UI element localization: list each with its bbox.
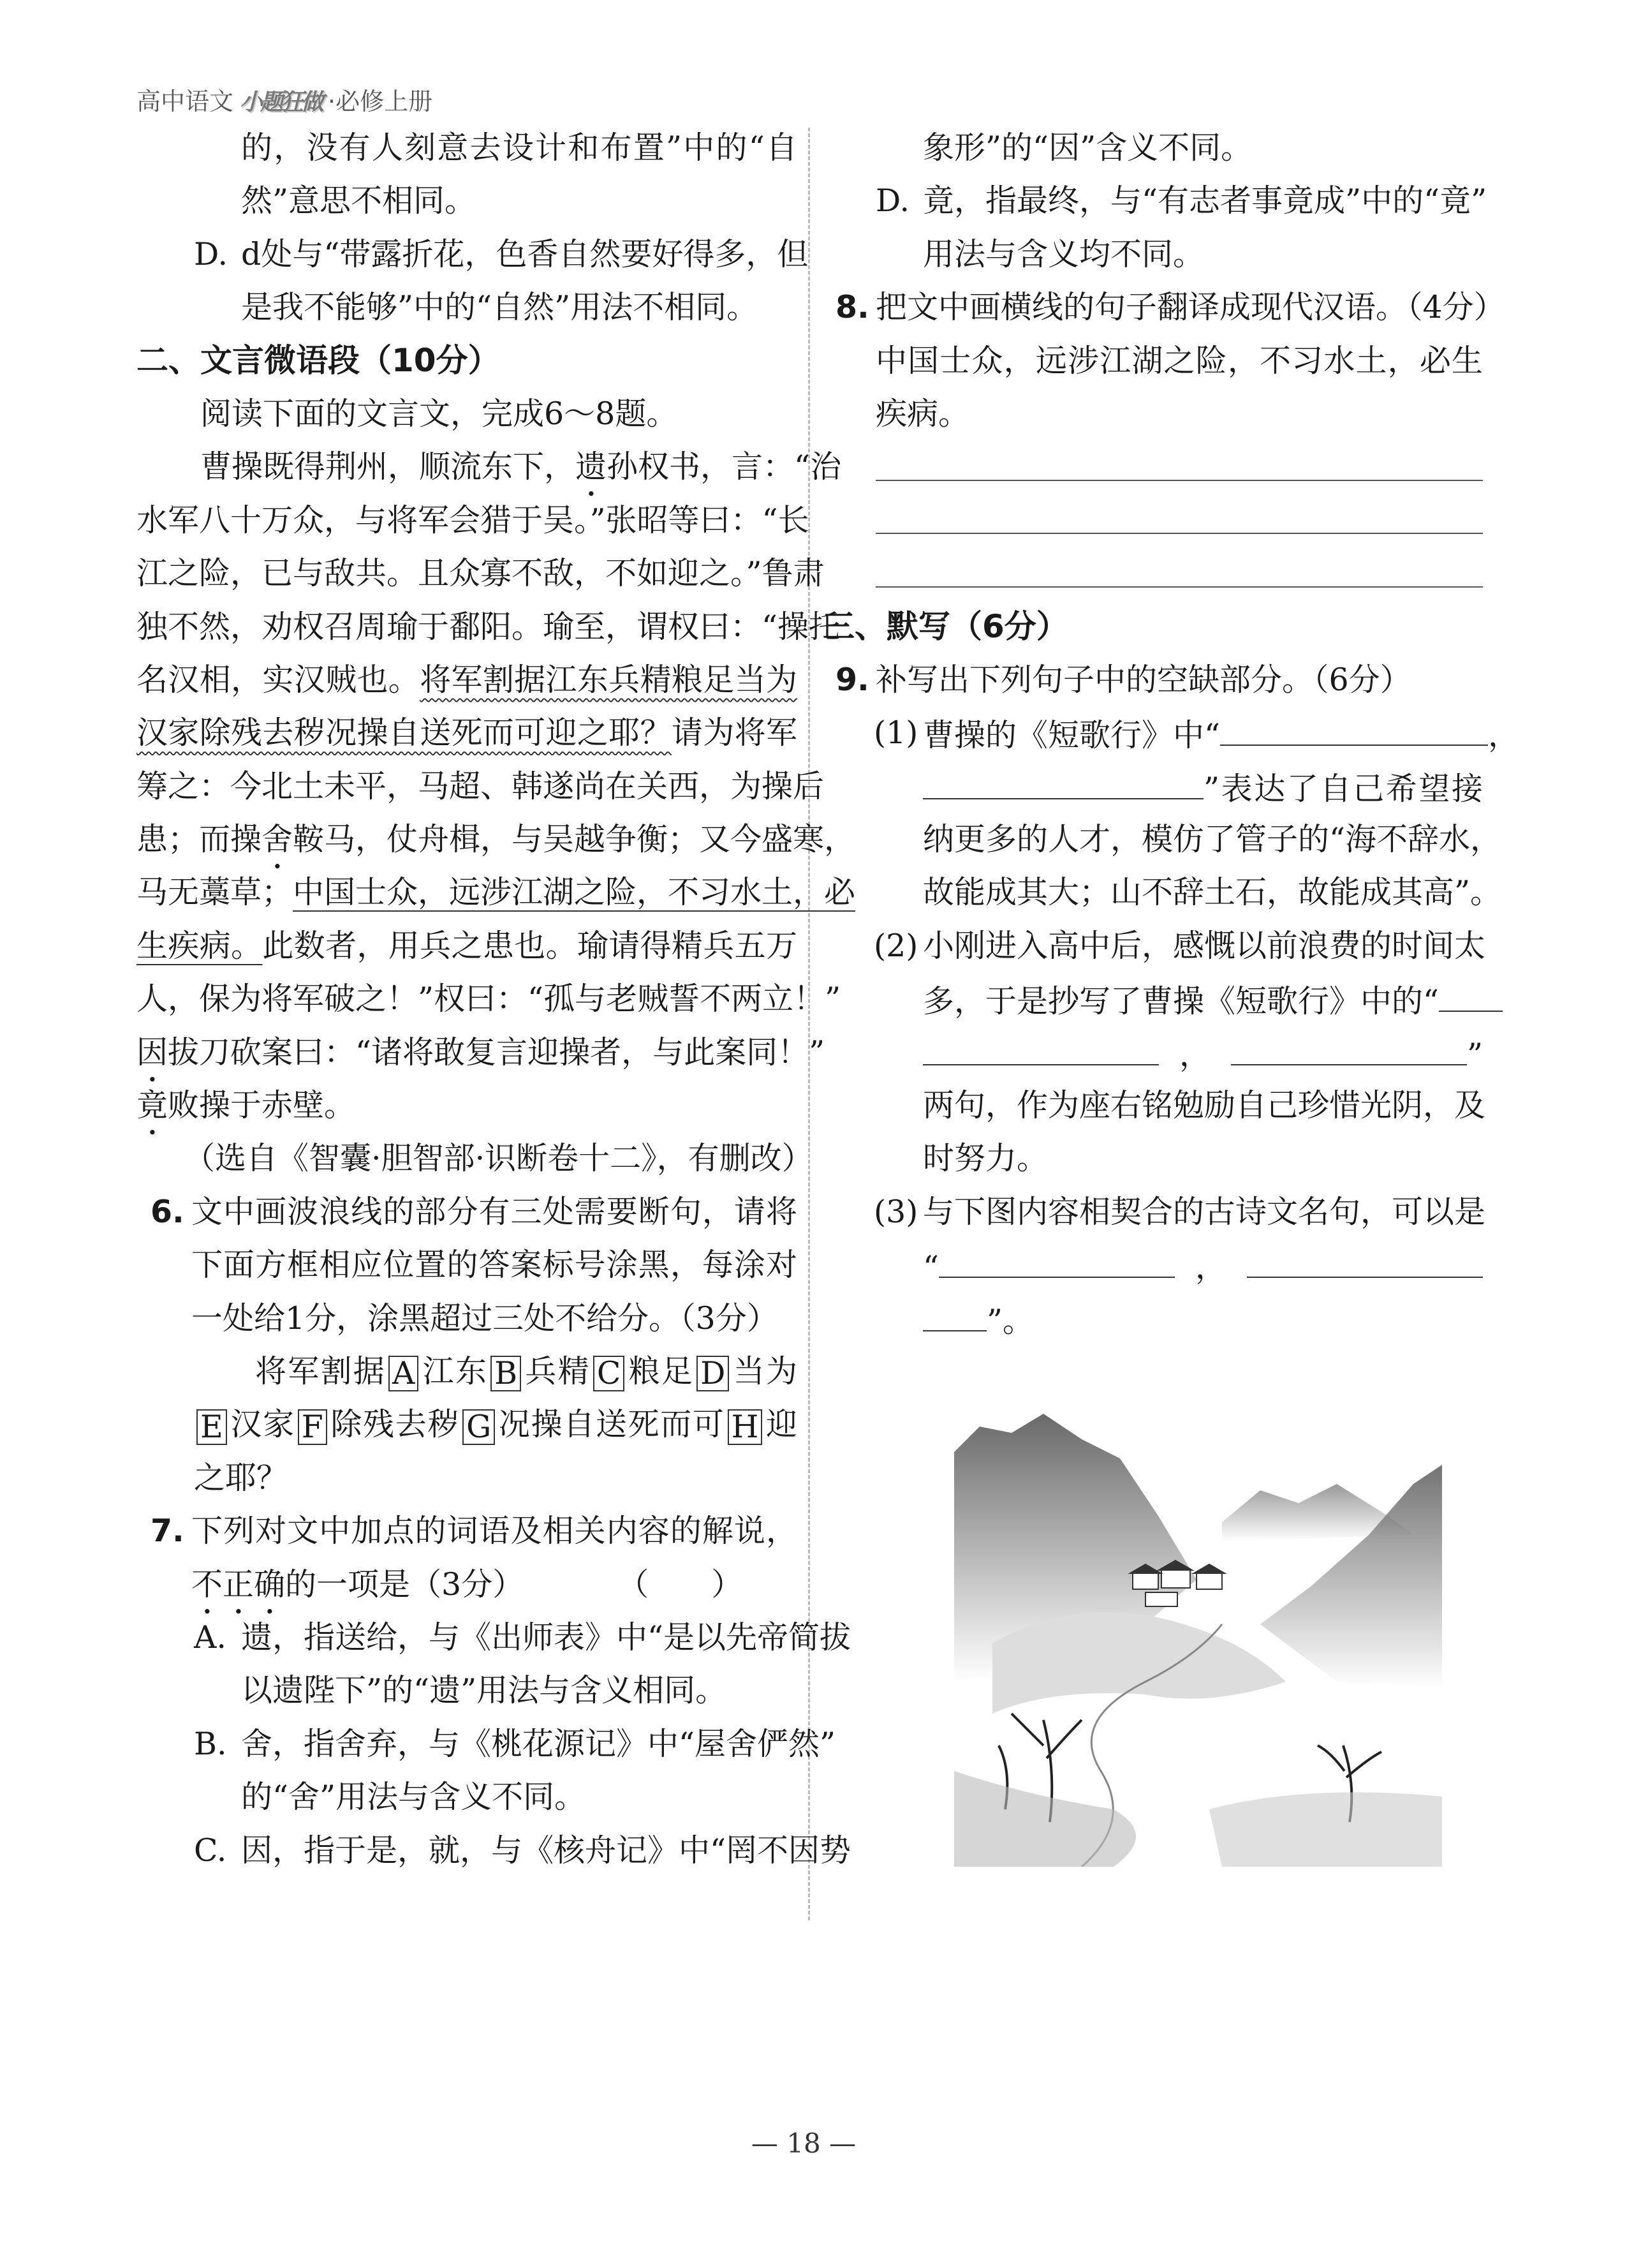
- source-block: [136, 1132, 813, 1185]
- ink-landscape-painting: [954, 1414, 1442, 1867]
- text: 独不然，劝权召周瑜于鄱阳。瑜至，谓权曰：“操托: [136, 608, 841, 645]
- text-line: [876, 281, 1505, 334]
- text: 中国士众，远涉江湖之险，不习水土，必生: [876, 342, 1483, 379]
- answer-line[interactable]: [876, 440, 1483, 493]
- text-line: [136, 1026, 825, 1079]
- text-line: [136, 1079, 797, 1132]
- intro-block: [136, 387, 797, 440]
- text: 用法与含义均不同。: [923, 235, 1205, 272]
- text-line: [241, 1611, 851, 1664]
- text: 筹之：今北土未平，马超、韩遂尚在关西，为操后: [136, 767, 825, 804]
- text: 请为将军: [671, 715, 797, 752]
- answer-box[interactable]: F: [298, 1409, 327, 1445]
- fill-in-blank[interactable]: [923, 1292, 987, 1331]
- page-number: — 18 —: [751, 2128, 857, 2159]
- text: 两句，作为座右铭勉励自己珍惜光阴，及: [923, 1087, 1486, 1124]
- text: ”表达了自己希望接: [1204, 770, 1483, 807]
- text: 时努力。: [923, 1140, 1049, 1177]
- text: 的，没有人刻意去设计和布置”中的“自: [241, 130, 797, 166]
- text: 因，指于是，就，与《核舟记》中“罔不因势: [241, 1832, 851, 1869]
- answer-box[interactable]: G: [462, 1409, 495, 1445]
- text: 汉家: [229, 1406, 295, 1443]
- text: 的一项是（3分） （ ）: [285, 1566, 743, 1603]
- text-line: [241, 1824, 851, 1877]
- underlined-sentence: 中国士众，远涉江湖之险，不习水土，必: [293, 874, 856, 911]
- text: 患；而操: [136, 821, 262, 858]
- text-line: [191, 1185, 797, 1238]
- text: 败操于赤壁。: [168, 1087, 356, 1124]
- text: 下列对文中加点的词语及相关内容的解说，: [191, 1513, 797, 1550]
- text: 马无藁草；: [136, 874, 293, 911]
- text: 曹操既得荆州，顺流东下，: [200, 448, 576, 485]
- text-line: [200, 387, 797, 440]
- text: 除残去秽: [329, 1406, 460, 1443]
- item-label: (2): [874, 927, 918, 964]
- separator: ·: [328, 87, 336, 115]
- text-line: [191, 1558, 797, 1611]
- text-line: [923, 706, 1520, 759]
- text-line: [923, 919, 1486, 972]
- text: 人，保为将军破之！”权曰：“孤与老贼誓不两立！”: [136, 981, 841, 1018]
- text: ，: [1175, 1249, 1247, 1286]
- answer-box[interactable]: A: [388, 1356, 418, 1391]
- emphasis-dotted-word: 竟: [136, 1087, 168, 1124]
- text-line: [241, 1717, 836, 1770]
- text-line: [136, 653, 797, 706]
- text: 鞍马，仗舟楫，与吴越争衡；又今盛寒，: [293, 821, 856, 858]
- foreground-right: [1209, 1792, 1442, 1867]
- item-label: 9.: [836, 661, 869, 698]
- text-line: [194, 1451, 797, 1504]
- text-line: [184, 1132, 813, 1185]
- text-line: [923, 1079, 1486, 1132]
- underlined-sentence: 生疾病。: [136, 927, 263, 964]
- item-label: (1): [874, 715, 918, 752]
- text-line: [923, 972, 1483, 1025]
- text: 二、文言微语段（10分）: [136, 341, 500, 379]
- option-block: [823, 174, 1487, 281]
- item-label: 6.: [151, 1193, 184, 1230]
- fill-in-blank[interactable]: [1247, 1238, 1483, 1278]
- text: 竟，指最终，与“有志者事竟成”中的“竟”: [923, 182, 1487, 219]
- text: 迎: [765, 1406, 797, 1443]
- fill-in-blank[interactable]: [1439, 972, 1503, 1012]
- text: ”。: [987, 1302, 1034, 1339]
- passage-block: [136, 440, 856, 1132]
- question-block: [823, 653, 1483, 706]
- rules-block: [823, 440, 1483, 600]
- series-logo: 小题狂做: [240, 89, 322, 115]
- text: 补写出下列句子中的空缺部分。（6分）: [876, 661, 1411, 698]
- cont-block: [823, 121, 1483, 174]
- text: 遗，指送给，与《出师表》中“是以先帝简拔: [241, 1619, 851, 1656]
- sub-block: [823, 706, 1520, 919]
- text-line: [136, 494, 809, 547]
- answer-line[interactable]: [876, 494, 1483, 547]
- text: 的“舍”用法与含义不同。: [241, 1779, 586, 1816]
- text-line: [241, 281, 797, 334]
- text: 将军割据: [255, 1353, 386, 1390]
- text-line: [876, 387, 1483, 440]
- wavy-underlined-text: 将军割据江东兵精粮足当为: [420, 661, 797, 698]
- item-label: (3): [874, 1193, 918, 1230]
- item-label: 8.: [836, 289, 869, 326]
- text-line: [136, 440, 842, 493]
- text-line: [876, 334, 1483, 387]
- text-line: [923, 760, 1483, 813]
- text-line: [136, 547, 825, 600]
- text-line: [241, 1664, 797, 1717]
- answer-box[interactable]: B: [490, 1356, 521, 1391]
- text-line: [923, 866, 1502, 919]
- running-header: [136, 82, 432, 117]
- emphasis-dotted-word: 舍: [261, 821, 293, 858]
- text: ，: [1159, 1036, 1231, 1073]
- text-line: [136, 866, 856, 919]
- text-line: [241, 121, 797, 174]
- text-line: [923, 1185, 1486, 1238]
- text: 一处给1分，涂黑超过三处不给分。（3分）: [191, 1300, 778, 1337]
- text-line: [923, 121, 1483, 174]
- text: 舍，指舍弃，与《桃花源记》中“屋舍俨然”: [241, 1725, 836, 1762]
- text: 之耶？: [194, 1459, 288, 1496]
- answer-line[interactable]: [876, 547, 1483, 600]
- option-block: [136, 228, 809, 334]
- text: 然”意思不相同。: [241, 182, 476, 219]
- answer-box[interactable]: E: [196, 1409, 227, 1445]
- text-line: [194, 1398, 797, 1451]
- text: 曹操的《短歌行》中“: [923, 717, 1221, 754]
- text-line: [923, 813, 1502, 866]
- text-line: [876, 653, 1483, 706]
- question-block: [136, 1504, 797, 1611]
- heading-block: [823, 600, 1483, 653]
- text-line: [136, 334, 797, 387]
- question-block: [136, 1185, 797, 1345]
- text: 名汉相，实汉贼也。: [136, 661, 420, 698]
- fill-in-blank[interactable]: [939, 1238, 1175, 1278]
- text-line: [194, 1345, 797, 1398]
- fill-in-blank[interactable]: [1220, 706, 1488, 746]
- option-block: [136, 1611, 851, 1717]
- wavy-underlined-text: 汉家除残去秽况操自送死而可迎之耶？: [136, 715, 672, 752]
- text-line: [923, 1238, 1483, 1291]
- text-line: [823, 600, 1483, 653]
- item-label: 7.: [151, 1513, 184, 1550]
- fill-in-blank[interactable]: [923, 760, 1204, 799]
- text: 粮足: [627, 1353, 695, 1390]
- text-line: [136, 600, 841, 653]
- text-line: [136, 919, 797, 972]
- text-line: [241, 1770, 797, 1823]
- text-line: [136, 972, 841, 1025]
- answer-box[interactable]: C: [593, 1356, 625, 1391]
- text-line: [923, 174, 1487, 227]
- text-line: [136, 813, 856, 866]
- text-line: [241, 228, 809, 281]
- emphasis-dotted-word: 不正确: [191, 1566, 286, 1603]
- option-block: [136, 1824, 851, 1877]
- text: 兵精: [524, 1353, 591, 1390]
- answer-box[interactable]: D: [696, 1356, 729, 1391]
- text: 小刚进入高中后，感慨以前浪费的时间太: [923, 927, 1486, 964]
- answer-box[interactable]: H: [728, 1409, 763, 1445]
- text: ，: [1488, 717, 1520, 754]
- text: 三、默写（6分）: [823, 607, 1068, 645]
- text-line: [191, 1238, 797, 1291]
- text-line: [923, 1132, 1483, 1185]
- text: 下面方框相应位置的答案标号涂黑，每涂对: [191, 1247, 797, 1284]
- text: 当为: [732, 1353, 797, 1390]
- sub-block: [823, 919, 1486, 1185]
- text: 把文中画横线的句子翻译成现代汉语。（4分）: [876, 289, 1505, 326]
- text: d处与“带露折花，色香自然要好得多，但: [241, 235, 809, 272]
- volume-label: 必修上册: [335, 87, 433, 115]
- boxline-block: [136, 1345, 797, 1504]
- text: （选自《智囊·胆智部·识断卷十二》，有删改）: [184, 1140, 813, 1177]
- sub-block: [823, 1185, 1486, 1345]
- text: 拔刀砍案曰：“诸将敢复言迎操者，与此案同！”: [168, 1034, 825, 1071]
- text: 孙权书，言：“治: [607, 448, 842, 485]
- item-label: A.: [194, 1619, 226, 1656]
- left-column: [136, 121, 856, 1877]
- fill-in-blank[interactable]: [923, 1026, 1159, 1065]
- text: 与下图内容相契合的古诗文名句，可以是: [923, 1193, 1486, 1230]
- text: 纳更多的人才，模仿了管子的“海不辞水，: [923, 821, 1502, 858]
- item-label: C.: [194, 1832, 227, 1869]
- option-block: [136, 1717, 836, 1824]
- item-label: D.: [876, 182, 910, 219]
- item-label: B.: [194, 1725, 227, 1762]
- text: 江之险，已与敌共。且众寡不敌，不如迎之。”鲁肃: [136, 555, 825, 592]
- text: 是我不能够”中的“自然”用法不相同。: [241, 289, 758, 326]
- mid-hill: [992, 1612, 1286, 1714]
- text-line: [923, 228, 1483, 281]
- text: 疾病。: [876, 395, 970, 432]
- text-line: [923, 1026, 1483, 1079]
- text: 故能成其大；山不辞土石，故能成其高”。: [923, 874, 1502, 911]
- item-label: D.: [194, 235, 228, 272]
- text-line: [923, 1292, 1483, 1345]
- text-line: [191, 1292, 797, 1345]
- text-line: [136, 706, 797, 759]
- heading-block: [136, 334, 797, 387]
- question-block: [823, 281, 1505, 440]
- text: 况操自送死而可: [497, 1406, 725, 1443]
- subject-label: 高中语文: [136, 87, 234, 115]
- text: 象形”的“因”含义不同。: [923, 130, 1253, 166]
- text: 此数者，用兵之患也。瑜请得精兵五万: [262, 927, 797, 964]
- right-column: [823, 121, 1520, 1345]
- emphasis-dotted-word: 因: [136, 1034, 168, 1071]
- text-line: [191, 1504, 797, 1557]
- text: “: [923, 1249, 939, 1286]
- fill-in-blank[interactable]: [1231, 1026, 1467, 1065]
- text: ”: [1466, 1036, 1483, 1073]
- text-line: [241, 174, 797, 227]
- text: 江东: [421, 1353, 489, 1390]
- cont-block: [136, 121, 797, 228]
- emphasis-dotted-word: 遗: [575, 448, 607, 485]
- text: 阅读下面的文言文，完成6～8题。: [200, 395, 678, 432]
- text: 多，于是抄写了曹操《短歌行》中的“: [923, 983, 1439, 1020]
- text-line: [136, 760, 825, 813]
- text: 以遗陛下”的“遗”用法与含义相同。: [241, 1672, 727, 1709]
- text: 文中画波浪线的部分有三处需要断句，请将: [191, 1193, 797, 1230]
- text: 水军八十万众，与将军会猎于吴。”张昭等曰：“长: [136, 501, 809, 538]
